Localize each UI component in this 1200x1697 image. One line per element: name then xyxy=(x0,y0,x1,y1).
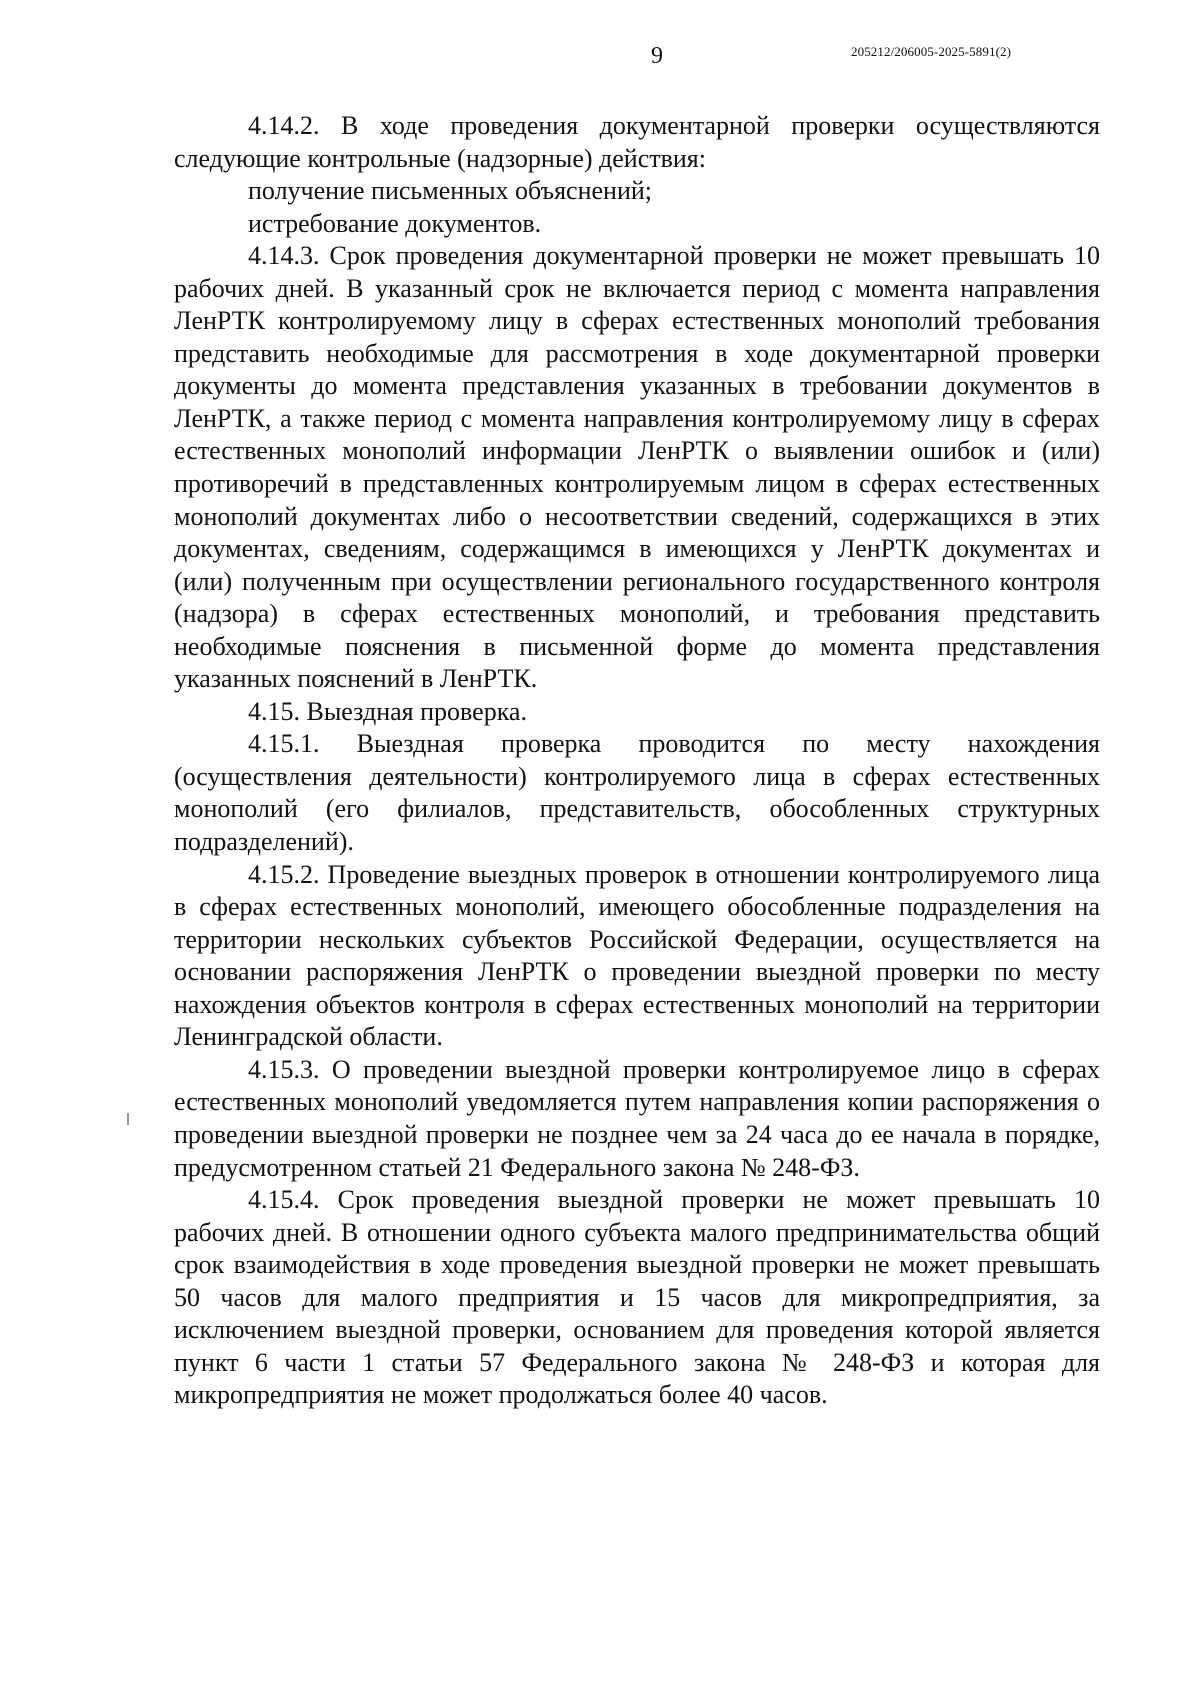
paragraph-4-14-3: 4.14.3. Срок проведения документарной проверки не может превышать 10 рабочих дней. В указанный срок не включается период с момента направления ЛенРТК контролируемому лицу в сферах естественных монополий требования представить необходимые для рассмотрения в ходе документарной проверки документы до момента представления указанных в требовании документов в ЛенРТК, а также период с момента направления контролируемому лицу в сферах естественных монополий информации ЛенРТК о выявлении ошибок и (или) противоречий в представленных контролируемым лицом в сферах естественных монополий документах либо о несоответствии сведений, содержащихся в этих документах, сведениям, содержащимся в имеющихся у ЛенРТК документах и (или) полученным при осуществлении регионального государственного контроля (надзора) в сферах естественных монополий, и требования представить необходимые пояснения в письменной форме до момента представления указанных пояснений в ЛенРТК. xyxy=(174,241,1100,694)
paragraph-4-15-4: 4.15.4. Срок проведения выездной проверки не может превышать 10 рабочих дней. В отношении одного субъекта малого предпринимательства общий срок взаимодействия в ходе проведения выездной проверки не может превышать 50 часов для малого предприятия и 15 часов для микропредприятия, за исключением выездной проверки, основанием для проведения которой является пункт 6 части 1 статьи 57 Федерального закона № 248-ФЗ и которая для микропредприятия не может продолжаться более 40 часов. xyxy=(174,1185,1100,1410)
list-item-written-explanations: получение письменных объяснений; xyxy=(248,176,652,206)
document-code: 205212/206005-2025-5891(2) xyxy=(851,44,1012,59)
document-body xyxy=(174,110,1100,1412)
scan-artifact-mark xyxy=(127,1113,129,1125)
paragraph-4-14-2: 4.14.2. В ходе проведения документарной проверки осуществляются следующие контрольные (надзорные) действия: xyxy=(174,111,1100,173)
page-number: 9 xyxy=(651,43,663,69)
paragraph-4-15-3: 4.15.3. О проведении выездной проверки контролируемое лицо в сферах естественных монополий уведомляется путем направления копии распоряжения о проведении выездной проверки не позднее чем за 24 часа до ее начала в порядке, предусмотренном статьей 21 Федерального закона № 248-ФЗ. xyxy=(174,1054,1100,1182)
section-heading-4-15: 4.15. Выездная проверка. xyxy=(248,696,527,726)
paragraph-4-15-2: 4.15.2. Проведение выездных проверок в отношении контролируемого лица в сферах естественных монополий, имеющего обособленные подразделения на территории нескольких субъектов Российской Федерации, осуществляется на основании распоряжения ЛенРТК о проведении выездной проверки по месту нахождения объектов контроля в сферах естественных монополий на территории Ленинградской области. xyxy=(174,859,1100,1052)
list-item-document-request: истребование документов. xyxy=(248,208,542,238)
paragraph-4-15-1: 4.15.1. Выездная проверка проводится по месту нахождения (осуществления деятельности) контролируемого лица в сферах естественных монополий (его филиалов, представительств, обособленных структурных подразделений). xyxy=(174,729,1100,857)
